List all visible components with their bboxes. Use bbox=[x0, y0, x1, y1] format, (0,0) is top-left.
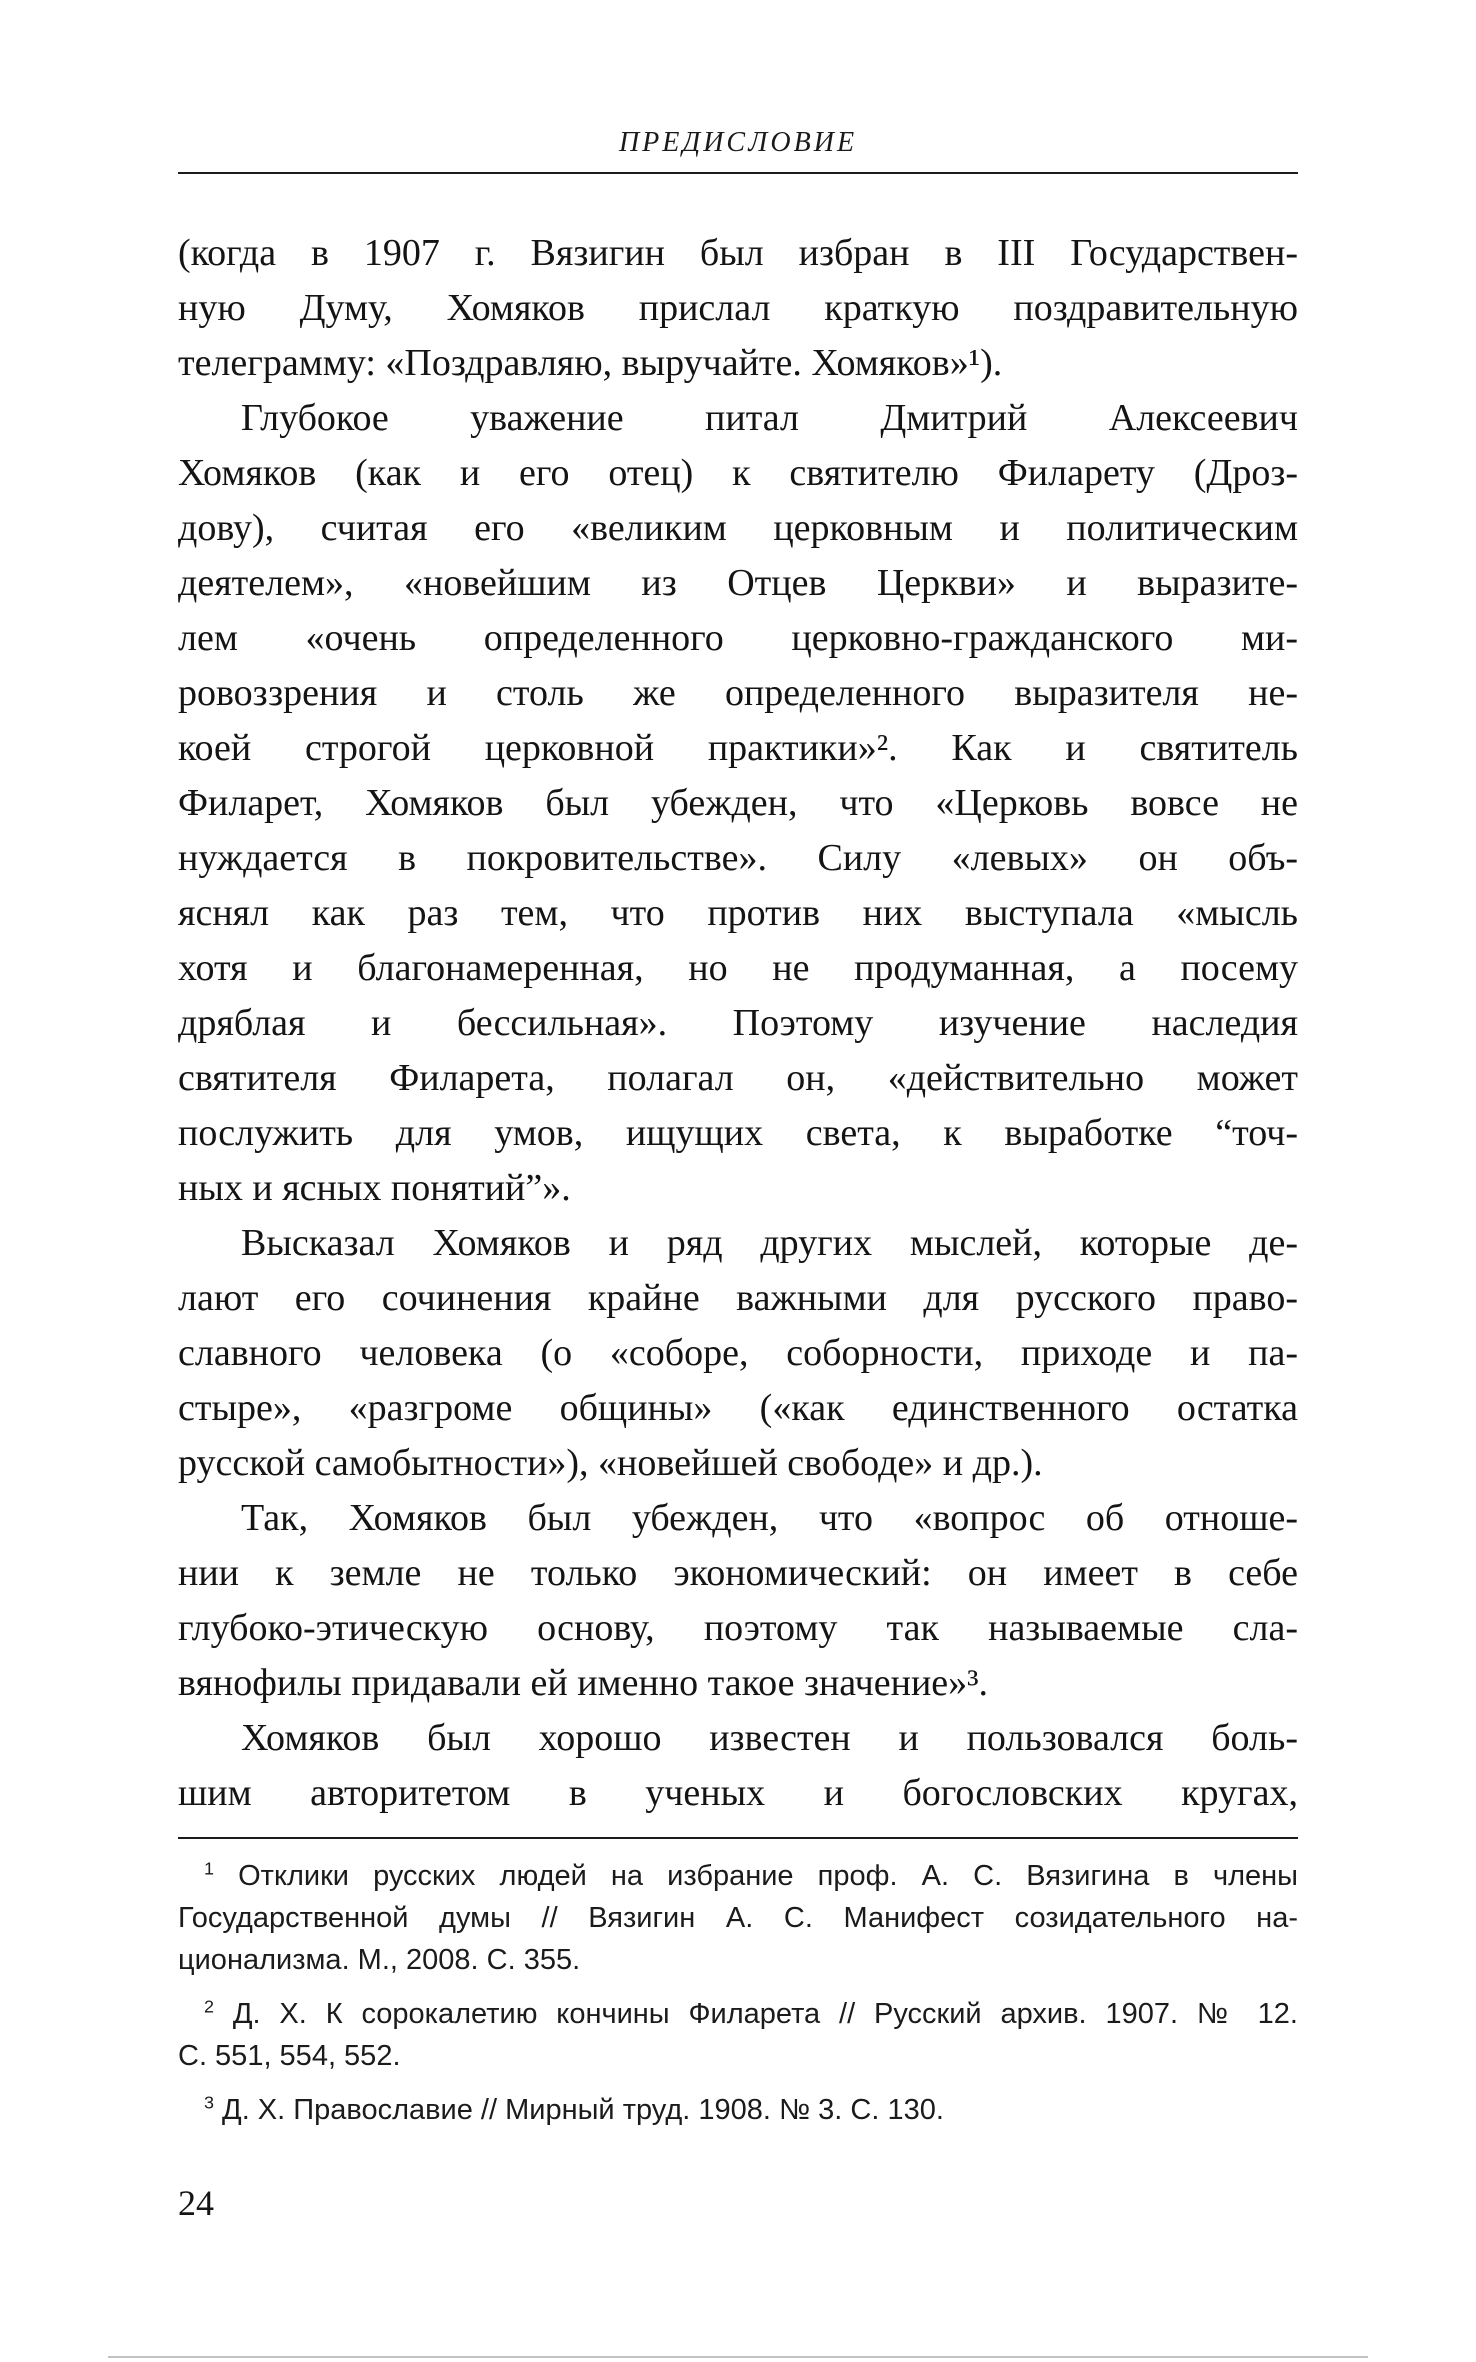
header-rule bbox=[178, 172, 1298, 174]
body-line: хотя и благонамеренная, но не продуманная, а посему bbox=[178, 947, 1298, 989]
body-line: лают его сочинения крайне важными для русского право- bbox=[178, 1277, 1298, 1319]
body-line: шим авторитетом в ученых и богословских кругах, bbox=[178, 1772, 1298, 1814]
paragraph bbox=[178, 1711, 1298, 1821]
body-line: ных и ясных понятий”». bbox=[178, 1167, 571, 1209]
body-line: Так, Хомяков был убежден, что «вопрос об отноше- bbox=[241, 1497, 1298, 1539]
paragraph bbox=[178, 1216, 1298, 1491]
body-line: нуждается в покровительстве». Силу «левых» он объ- bbox=[178, 837, 1298, 879]
body-line: деятелем», «новейшим из Отцев Церкви» и выразите- bbox=[178, 562, 1298, 604]
body-line: (когда в 1907 г. Вязигин был избран в III Государствен- bbox=[178, 232, 1298, 274]
body-line: послужить для умов, ищущих света, к выработке “точ- bbox=[178, 1112, 1298, 1154]
footnote-separator bbox=[178, 1837, 1298, 1839]
footnotes bbox=[178, 1855, 1298, 2131]
body-line: глубоко-этическую основу, поэтому так называемые сла- bbox=[178, 1607, 1298, 1649]
body-line: Филарет, Хомяков был убежден, что «Церковь вовсе не bbox=[178, 782, 1298, 824]
body-line: славного человека (о «соборе, соборности, приходе и па- bbox=[178, 1332, 1298, 1374]
body-line: Хомяков был хорошо известен и пользовался боль- bbox=[241, 1717, 1298, 1759]
paragraph bbox=[178, 1491, 1298, 1711]
body-line: стыре», «разгроме общины» («как единственного остатка bbox=[178, 1387, 1298, 1429]
footnote-line: Государственной думы // Вязигин А. С. Манифест созидательного на- bbox=[178, 1902, 1298, 1934]
body-line: Высказал Хомяков и ряд других мыслей, которые де- bbox=[241, 1222, 1298, 1264]
body-line: ровоззрения и столь же определенного выразителя не- bbox=[178, 672, 1298, 714]
footnote-line: $^2$ Д. Х. К сорокалетию кончины Филарета // Русский архив. 1907. № 12. bbox=[204, 1996, 1298, 2030]
body-line: святителя Филарета, полагал он, «действительно может bbox=[178, 1057, 1298, 1099]
running-head bbox=[178, 126, 1298, 174]
page-header-title: ПРЕДИСЛОВИЕ bbox=[618, 127, 858, 158]
footnote bbox=[178, 2089, 1298, 2131]
body-line: русской самобытности»), «новейшей свободе» и др.). bbox=[178, 1442, 1043, 1484]
body-line: лем «очень определенного церковно-гражданского ми- bbox=[178, 617, 1298, 659]
footnote-marker: 1 bbox=[204, 1858, 214, 1879]
body-line: Глубокое уважение питал Дмитрий Алексеевич bbox=[241, 397, 1298, 439]
body-line: телеграмму: «Поздравляю, выручайте. Хомяков»¹). bbox=[178, 342, 1003, 384]
body-text bbox=[178, 226, 1298, 1821]
footnote-marker: 3 bbox=[204, 2092, 214, 2113]
footnote bbox=[178, 1855, 1298, 1981]
paragraph bbox=[178, 391, 1298, 1216]
footnote-marker: 2 bbox=[204, 1996, 214, 2017]
footnote bbox=[178, 1993, 1298, 2077]
body-line: коей строгой церковной практики»². Как и святитель bbox=[178, 727, 1298, 769]
footnote-line: $^3$ Д. Х. Православие // Мирный труд. 1908. № 3. С. 130. bbox=[204, 2092, 944, 2126]
body-line: Хомяков (как и его отец) к святителю Филарету (Дроз- bbox=[178, 452, 1298, 494]
body-line: яснял как раз тем, что против них выступала «мысль bbox=[178, 892, 1298, 934]
paragraph bbox=[178, 226, 1298, 391]
body-line: вянофилы придавали ей именно такое значение»³. bbox=[178, 1662, 989, 1704]
body-line: дову), считая его «великим церковным и политическим bbox=[178, 507, 1298, 549]
body-line: нии к земле не только экономический: он имеет в себе bbox=[178, 1552, 1298, 1594]
footnote-line: ционализма. М., 2008. С. 355. bbox=[178, 1944, 581, 1976]
scan-edge-line bbox=[108, 2356, 1368, 2358]
footnote-line: С. 551, 554, 552. bbox=[178, 2040, 401, 2072]
footnote-line: $^1$ Отклики русских людей на избрание проф. А. С. Вязигина в члены bbox=[204, 1858, 1298, 1892]
body-line: дряблая и бессильная». Поэтому изучение наследия bbox=[178, 1002, 1298, 1044]
page-number: 24 bbox=[178, 2183, 214, 2223]
body-line: ную Думу, Хомяков прислал краткую поздравительную bbox=[178, 287, 1298, 329]
